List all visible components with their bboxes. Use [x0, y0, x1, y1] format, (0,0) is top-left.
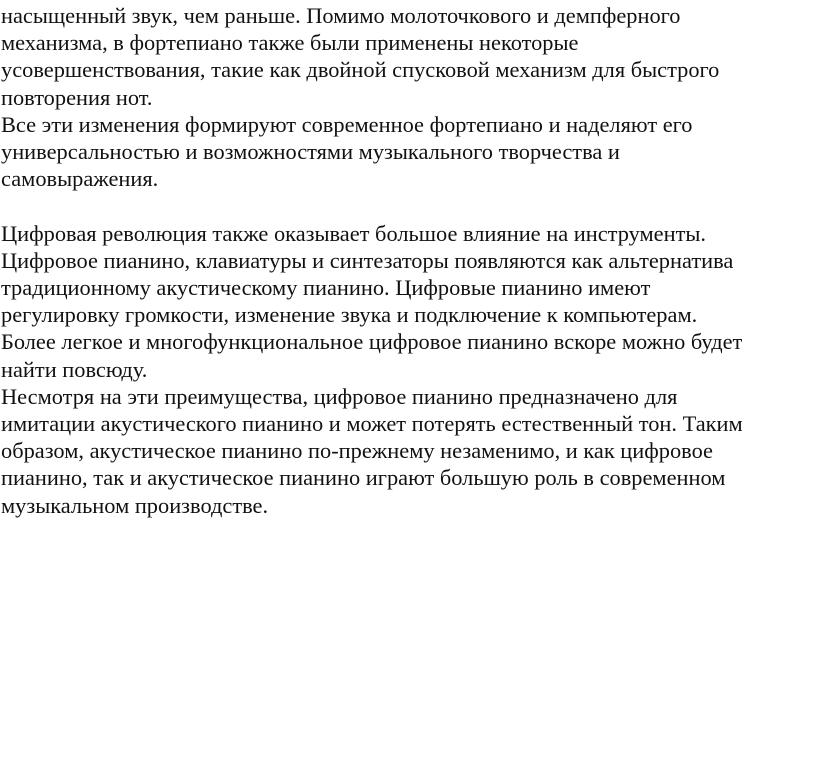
text-line: универсальностью и возможностями музыкального творчества и: [1, 139, 620, 165]
text-line: Более легкое и многофункциональное цифровое пианино вскоре можно будет: [1, 329, 743, 355]
paragraph-4: [1, 383, 816, 519]
text-line: самовыражения.: [1, 166, 159, 192]
text-line: традиционному акустическому пианино. Цифровые пианино имеют: [1, 275, 651, 301]
paragraph-3: [1, 220, 816, 383]
text-line: усовершенствования, такие как двойной спусковой механизм для быстрого: [1, 57, 720, 83]
text-line: имитации акустического пианино и может потерять естественный тон. Таким: [1, 411, 743, 437]
text-line: Несмотря на эти преимущества, цифровое пианино предназначено для: [1, 383, 678, 409]
text-line: Цифровое пианино, клавиатуры и синтезаторы появляются как альтернатива: [1, 247, 734, 273]
paragraph-spacer: [1, 192, 816, 219]
paragraph-1: [1, 2, 816, 111]
text-line: пианино, так и акустическое пианино играют большую роль в современном: [1, 465, 726, 491]
text-line: Все эти изменения формируют современное фортепиано и наделяют его: [1, 111, 693, 137]
text-line: механизма, в фортепиано также были применены некоторые: [1, 30, 579, 56]
text-line: образом, акустическое пианино по-прежнему незаменимо, и как цифровое: [1, 438, 713, 464]
text-line: повторения нот.: [1, 84, 153, 110]
paragraph-2: [1, 111, 816, 193]
text-line: найти повсюду.: [1, 356, 148, 382]
text-line: музыкальном производстве.: [1, 492, 269, 518]
text-line: насыщенный звук, чем раньше. Помимо молоточкового и демпферного: [1, 3, 681, 28]
text-line: регулировку громкости, изменение звука и подключение к компьютерам.: [1, 302, 698, 328]
text-line: Цифровая революция также оказывает большое влияние на инструменты.: [1, 220, 707, 246]
